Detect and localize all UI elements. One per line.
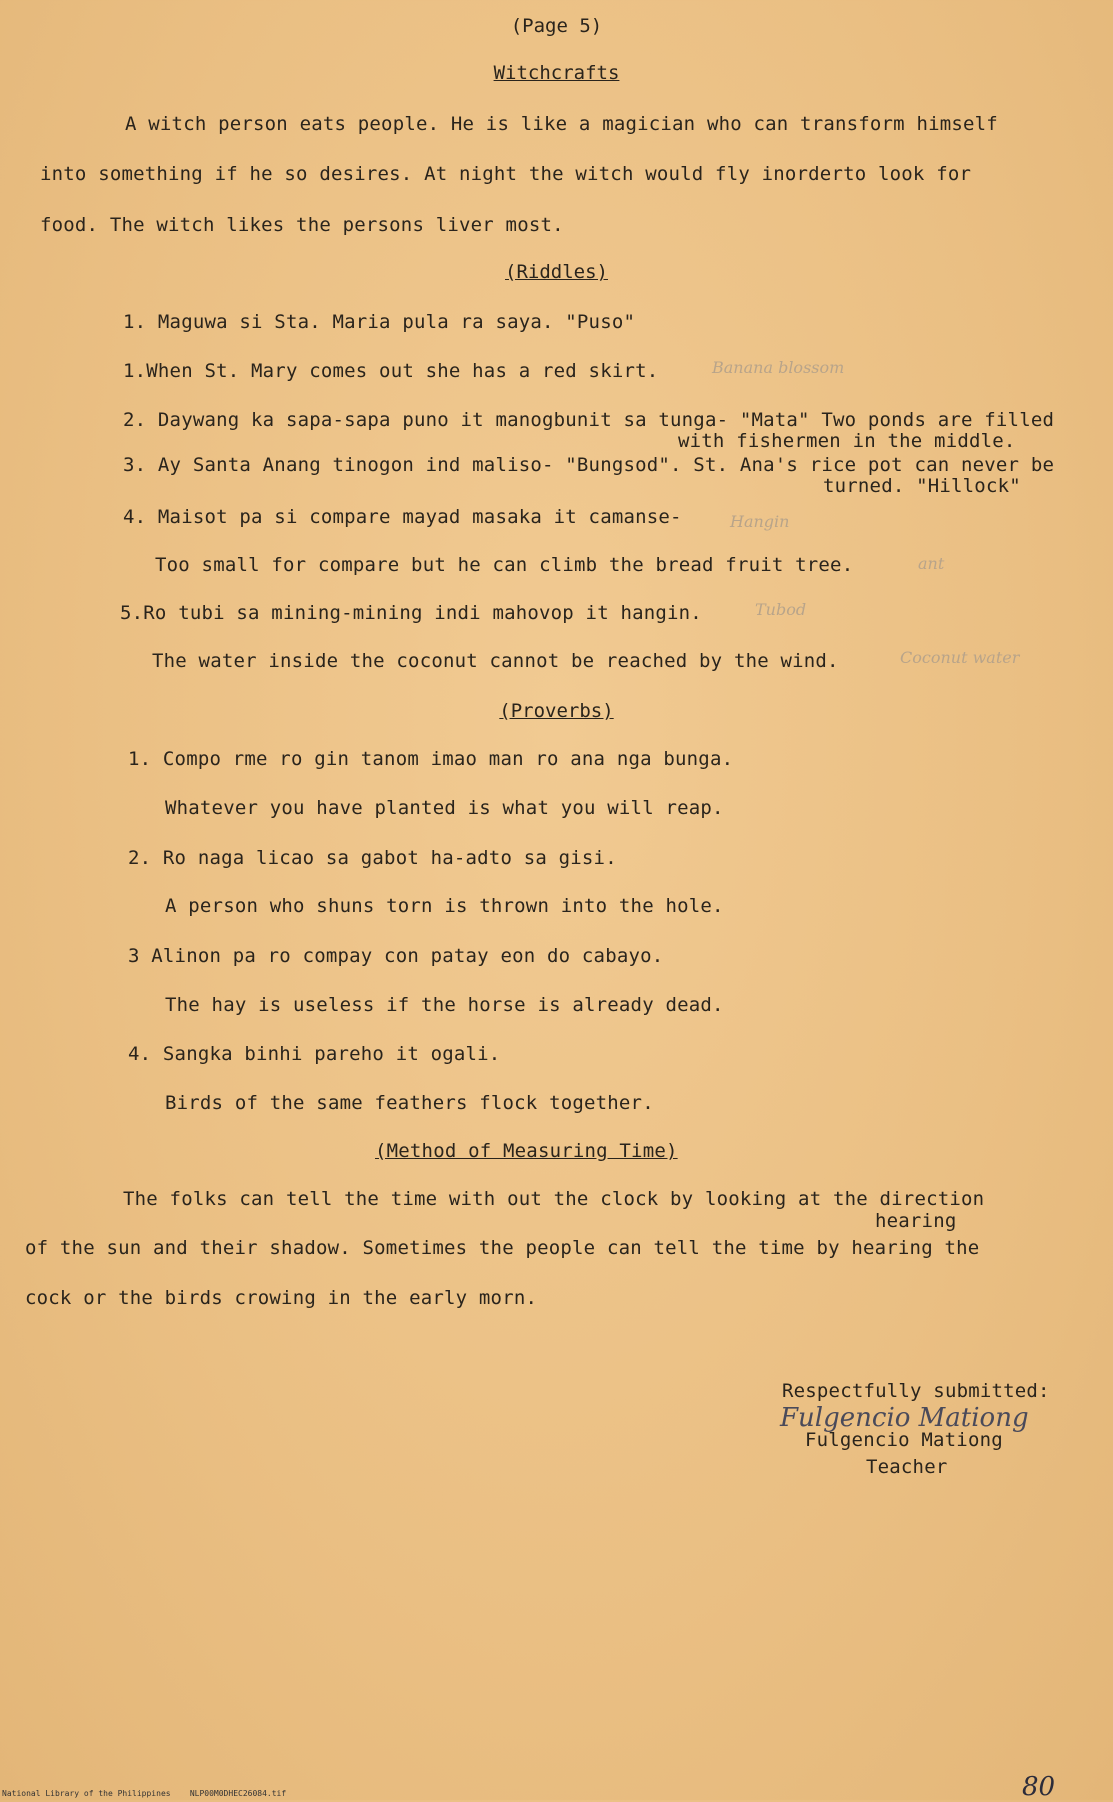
proverb-line: 2. Ro naga licao sa gabot ha-adto sa gisi. — [128, 847, 617, 869]
proverb-line: The hay is useless if the horse is already dead. — [165, 994, 724, 1016]
handwritten-annotation: Tubod — [755, 600, 807, 619]
riddle-line: turned. "Hillock" — [823, 475, 1021, 497]
page-label: (Page 5) — [510, 15, 603, 37]
proverb-line: 1. Compo rme ro gin tanom imao man ro ana nga bunga. — [128, 748, 734, 770]
witchcrafts-heading: Witchcrafts — [493, 62, 620, 84]
archive-footer: National Library of the Philippines NLP00M0DHEC26084.tif — [2, 1789, 287, 1798]
witchcrafts-line: food. The witch likes the persons liver most. — [40, 214, 564, 236]
proverb-line: 3 Alinon pa ro compay con patay eon do cabayo. — [128, 945, 664, 967]
riddle-line: 1.When St. Mary comes out she has a red skirt. — [123, 360, 659, 382]
respectfully-submitted: Respectfully submitted: — [782, 1380, 1050, 1402]
riddle-line: 5.Ro tubi sa mining-mining indi mahovop it hangin. — [120, 602, 702, 624]
riddle-line: 1. Maguwa si Sta. Maria pula ra saya. "Puso" — [123, 311, 636, 333]
riddle-line: 2. Daywang ka sapa-sapa puno it manogbunit sa tunga- "Mata" Two ponds are filled — [123, 409, 1055, 431]
riddle-line: Too small for compare but he can climb the bread fruit tree. — [155, 554, 854, 576]
time-line: of the sun and their shadow. Sometimes the people can tell the time by hearing the — [25, 1237, 980, 1259]
witchcrafts-line: into something if he so desires. At night the witch would fly inorderto look for — [40, 163, 972, 185]
riddle-line: The water inside the coconut cannot be reached by the wind. — [152, 650, 839, 672]
time-line: The folks can tell the time with out the clock by looking at the direction — [123, 1188, 985, 1210]
riddle-line: 3. Ay Santa Anang tinogon ind maliso- "Bungsod". St. Ana's rice pot can never be — [123, 454, 1055, 476]
riddle-line: with fishermen in the middle. — [678, 430, 1016, 452]
handwritten-annotation: ant — [918, 554, 945, 573]
riddle-line: 4. Maisot pa si compare mayad masaka it camanse- — [123, 506, 682, 528]
time-line: cock or the birds crowing in the early morn. — [25, 1287, 538, 1309]
time-insertion: hearing — [875, 1210, 957, 1232]
handwritten-annotation: Hangin — [730, 512, 790, 531]
riddles-heading: (Riddles) — [505, 261, 608, 283]
handwritten-annotation: Banana blossom — [712, 358, 845, 377]
teacher-title: Teacher — [866, 1456, 948, 1478]
signature: Fulgencio Mationg — [780, 1403, 1029, 1433]
page-number: 80 — [1022, 1772, 1056, 1802]
proverb-line: Whatever you have planted is what you will reap. — [165, 797, 724, 819]
witchcrafts-line: A witch person eats people. He is like a magician who can transform himself — [125, 113, 998, 135]
teacher-name: Fulgencio Mationg — [805, 1429, 1003, 1451]
handwritten-annotation: Coconut water — [900, 648, 1020, 667]
proverb-line: 4. Sangka binhi pareho it ogali. — [128, 1043, 501, 1065]
proverbs-heading: (Proverbs) — [499, 700, 614, 722]
proverb-line: Birds of the same feathers flock together. — [165, 1092, 654, 1114]
time-heading: (Method of Measuring Time) — [375, 1140, 678, 1162]
proverb-line: A person who shuns torn is thrown into the hole. — [165, 895, 724, 917]
